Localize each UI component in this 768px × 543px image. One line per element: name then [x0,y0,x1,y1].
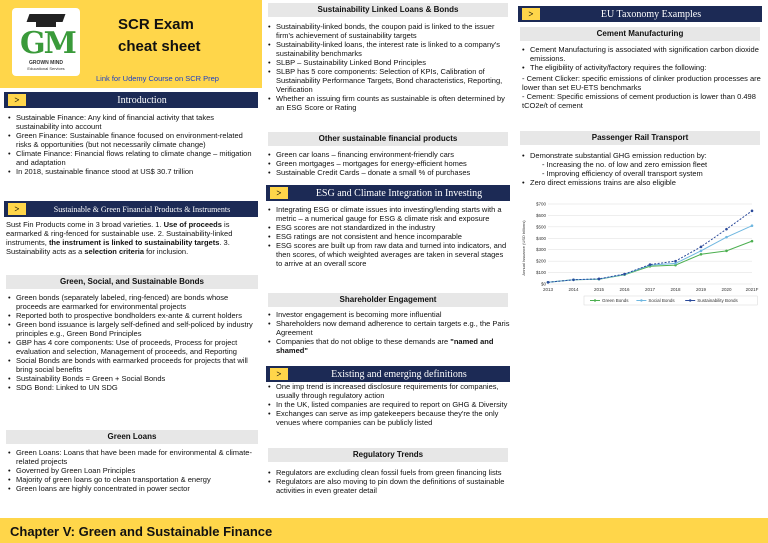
series-line [548,226,752,283]
chapter-footer [0,518,768,543]
list-item: • Majority of green loans go to clean transportation & energy [6,475,258,484]
data-point [649,263,652,266]
list-item: • One imp trend is increased disclosure requirements for companies, usually through regulatory action [266,382,510,400]
legend-label: Social Bonds [648,298,675,303]
x-tick-label: 2013 [542,287,554,292]
y-tick-label: $600 [535,212,546,218]
list-item: • The eligibility of activity/factory requires the following: [520,63,764,72]
data-point [700,253,703,256]
list-item: • Regulators are also moving to pin down the definitions of sustainable activities in even greater detail [266,477,510,495]
x-tick-label: 2016 [619,287,630,292]
y-tick-label: $200 [535,258,546,264]
y-axis-label: Annual Issuance (USD billions) [521,220,526,276]
products-paragraph: Sust Fin Products come in 3 broad varieties. 1. Use of proceeds is earmarked & ring-fenced for sustainable use. 2. Sustainability-linked instruments, the instrument is linked to sustainability targets. 3. Sustainability acts as a selection criteria for inclusion. [6,220,233,256]
data-point [751,210,754,213]
list-item: • Shareholders now demand adherence to certain targets e.g., the Paris Agreement [266,319,510,337]
data-point [623,273,626,276]
shareholder-list [266,310,510,355]
list-item: • Sustainable Credit Cards – donate a small % of purchases [266,168,510,177]
list-item: • Green mortgages – mortgages for energy-efficient homes [266,159,510,168]
list-item: • GBP has 4 core components: Use of proceeds, Process for project evaluation and selection, Management of proceeds, and Reporting [6,338,258,356]
list-item: • Exchanges can serve as imp gatekeepers because they're the only venues where companies can be publicly listed [266,409,510,427]
list-item: • Green car loans – financing environment-friendly cars [266,150,510,159]
existing-list [266,382,510,427]
data-point [598,278,601,281]
data-point [725,228,728,231]
list-item: • Green Finance: Sustainable finance focused on environment-related risks & opportunities (but not necessarily climate change) [6,131,258,149]
list-item: • Whether an issuing firm counts as sustainable is often determined by an ESG Score or Rating [266,94,510,112]
section-eu-taxonomy-header: > EU Taxonomy Examples [518,6,762,22]
sll-header: Sustainability Linked Loans & Bonds [268,3,508,17]
logo-brand: GROWN MIND [29,60,63,66]
list-item: • Green bond issuance is largely self-defined and self-policed by industry principles e.g., Green Bond Principles [6,320,258,338]
x-tick-label: 2014 [568,287,579,292]
list-item: • Governed by Green Loan Principles [6,466,258,475]
section-introduction-header: > Introduction [4,92,258,108]
page-title: SCR Exam cheat sheet [118,16,201,55]
x-tick-label: 2018 [670,287,681,292]
arrow-icon: > [8,203,26,215]
data-point [674,260,677,263]
arrow-icon: > [522,8,540,20]
x-tick-label: 2017 [644,287,656,292]
logo-letters: GM [20,26,75,61]
x-tick-label: 2021F [745,287,759,292]
y-tick-label: $100 [535,270,546,276]
data-point [547,281,550,284]
loans-list [6,448,258,493]
list-item: • Regulators are excluding clean fossil fuels from green financing lists [266,468,510,477]
list-item: • ESG ratings are not consistent and hence incomparable [266,232,510,241]
list-item: • SLBP has 5 core components: Selection of KPIs, Calibration of Sustainability Performance Targets, Bond characteristics, Reporting, Verification [266,67,510,94]
series-line [548,241,752,282]
legend-label: Sustainability Bonds [697,298,738,303]
data-point [700,250,703,253]
list-item: • ESG scores are not standardized in the industry [266,223,510,232]
list-item: • SLBP – Sustainability Linked Bond Principles [266,58,510,67]
x-tick-label: 2019 [695,287,707,292]
data-point [700,246,703,249]
list-item: • In the UK, listed companies are required to report on GHG & Diversity [266,400,510,409]
sll-list [266,22,510,112]
arrow-icon: > [270,368,288,380]
x-tick-label: 2020 [721,287,732,292]
list-item: • Companies that do not oblige to these demands are "named and shamed" [266,337,510,355]
list-item: • Sustainability-linked loans, the interest rate is linked to a company's sustainability benchmarks [266,40,510,58]
data-point [725,236,728,239]
data-point [674,262,677,265]
arrow-icon: > [270,187,288,199]
logo-tagline: Educational Services [27,66,65,71]
list-item: • Sustainable Finance: Any kind of financial activity that takes sustainability into account [6,113,258,131]
list-item: • Cement Manufacturing is associated with signification carbon dioxide emissions. [520,45,764,63]
legend-marker [594,299,596,301]
x-tick-label: 2015 [593,287,605,292]
other-products-list [266,150,510,177]
list-item: • Green Loans: Loans that have been made for environmental & climate-related projects [6,448,258,466]
data-point [751,224,754,227]
section-esg-header: > ESG and Climate Integration in Investing [266,185,510,201]
esg-list [266,205,510,268]
arrow-icon: > [8,94,26,106]
list-item: • Investor engagement is becoming more influential [266,310,510,319]
introduction-list [6,113,258,176]
section-existing-header: > Existing and emerging definitions [266,366,510,382]
cement-list [520,45,764,72]
legend-marker [689,299,691,301]
data-point [725,250,728,253]
section-products-header: > Sustainable & Green Financial Products & Instruments [4,201,258,217]
rail-header: Passenger Rail Transport [520,131,760,145]
y-tick-label: $700 [535,201,546,207]
list-item: • ESG scores are built up from raw data and turned into indicators, and then scores, of which weighted averages are taken in several stages to arrive at an overall score [266,241,510,268]
list-item: • Climate Finance: Financial flows relating to climate change – mitigation and adaptation [6,149,258,167]
bond-issuance-chart [520,198,760,310]
chapter-title: Chapter V: Green and Sustainable Finance [10,524,273,539]
y-tick-label: $300 [535,247,546,253]
list-item: • Green bonds (separately labeled, ring-fenced) are bonds whose proceeds are earmarked for environmental projects [6,293,258,311]
grown-mind-logo [12,8,80,76]
regulatory-header: Regulatory Trends [268,448,508,462]
list-item: • Reported both to prospective bondholders ex-ante & current holders [6,311,258,320]
list-item: • In 2018, sustainable finance stood at US$ 30.7 trillion [6,167,258,176]
cement-criteria: - Cement Clicker: specific emissions of clinker production processes are lower than set EU-ETS benchmarks - Cement: Specific emissions of cement production is lower than 0.498 tCO2e/t of cement [522,74,761,110]
list-item: • Sustainability-linked bonds, the coupon paid is linked to the issuer firm's achievement of sustainability targets [266,22,510,40]
shareholder-header: Shareholder Engagement [268,293,508,307]
data-point [751,240,754,243]
udemy-course-link[interactable]: Link for Udemy Course on SCR Prep [96,74,219,83]
list-item: • Social Bonds are bonds with earmarked proceeds for projects that will bring social benefits [6,356,258,374]
legend-label: Green Bonds [602,298,629,303]
y-tick-label: $0 [540,281,546,287]
list-item: • Integrating ESG or climate issues into investing/lending starts with a metric – a numerical gauge for ESG & climate risk and exposure [266,205,510,223]
data-point [572,278,575,281]
y-tick-label: $400 [535,235,546,241]
list-item: • Green loans are highly concentrated in power sector [6,484,258,493]
list-item: • SDG Bond: Linked to UN SDG [6,383,258,392]
loans-header: Green Loans [6,430,258,444]
y-tick-label: $500 [535,224,546,230]
header-banner [0,0,262,88]
rail-list [520,151,764,187]
series-line [548,211,752,282]
regulatory-list [266,468,510,495]
gsb-header: Green, Social, and Sustainable Bonds [6,275,258,289]
legend-marker [640,299,642,301]
other-products-header: Other sustainable financial products [268,132,508,146]
list-item: • Demonstrate substantial GHG emission reduction by: - Increasing the no. of low and zero emission fleet - Improving efficiency of overall transport system [520,151,764,178]
cement-header: Cement Manufacturing [520,27,760,41]
list-item: • Sustainability Bonds = Green + Social Bonds [6,374,258,383]
list-item: • Zero direct emissions trains are also eligible [520,178,764,187]
gsb-list [6,293,258,392]
